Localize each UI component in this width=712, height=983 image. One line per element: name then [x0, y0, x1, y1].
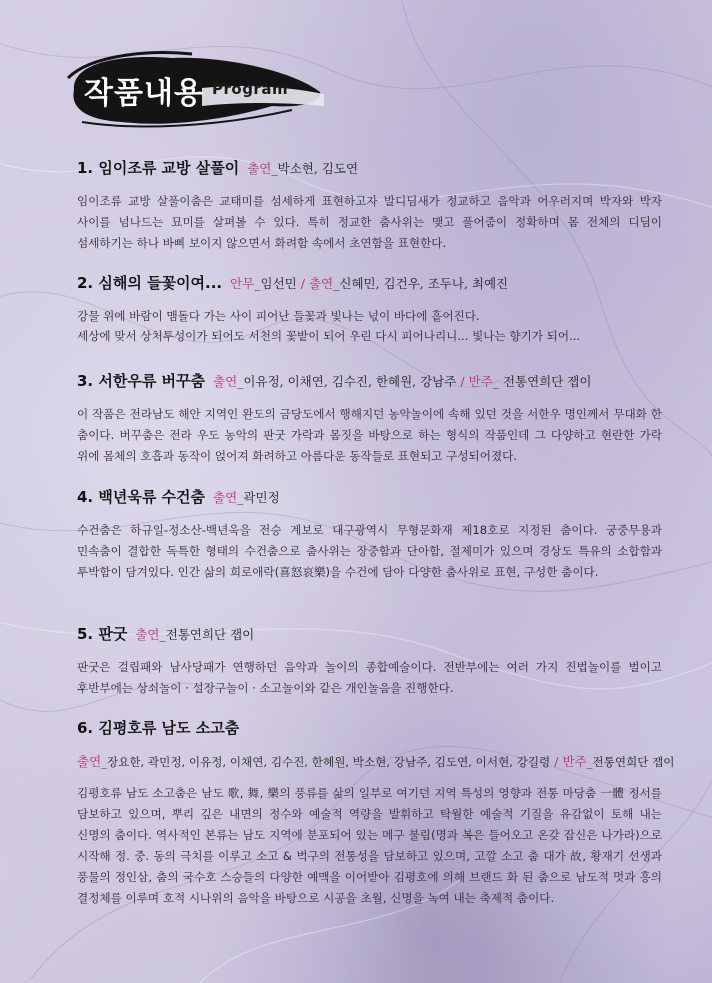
program-item-title: 2. 심해의 들꽃이여... — [77, 274, 223, 292]
program-item-description: 판굿은 걸립패와 남사당패가 연행하던 음악과 놀이의 종합예술이다. 전반부에는 여러 가지 진법놀이를 벌이고 후반부에는 상쇠놀이 · 설장구놀이 · 소고놀이와 같은 개인놀음을 진행한다. — [77, 660, 662, 695]
performer-names: _장요한, 곽민정, 이유정, 이채연, 김수진, 한혜원, 박소현, 강남주, 김도연, 이서현, 강길령 — [101, 755, 551, 769]
program-title — [62, 48, 327, 132]
program-item-1 — [77, 158, 662, 254]
program-item-title: 5. 판굿 — [77, 625, 128, 643]
performer-names: _곽민정 — [237, 490, 280, 505]
credit-separator: / — [460, 374, 465, 389]
performer-role-label: 출연 — [213, 374, 238, 389]
program-item-header — [77, 371, 662, 392]
performer-role-label: 출연 — [77, 754, 102, 769]
accompaniment-names: _ 전통연희단 잽이 — [492, 374, 592, 389]
program-item-header — [77, 273, 662, 294]
program-item-description: 이 작품은 전라남도 해안 지역인 완도의 금당도에서 행해지던 농악놀이에 속해 있던 것을 서한우 명인께서 무대화 한 춤이다. 버꾸춤은 전라 우도 농악의 판굿 가락과 몸짓을 바탕으로 하는 형식의 작품인데 그 다양하고 현란한 가락 위에 몸체의 호흡과 동작이 얹어져 화려하고 아름다운 동작들로 표현되고 구성되어졌다. — [77, 407, 662, 463]
description-line: 세상에 맞서 상처투성이가 되어도 서천의 꽃밭이 되어 우린 다시 피어나리니... 빛나는 향기가 되어... — [77, 329, 581, 343]
program-item-2 — [77, 273, 662, 346]
program-item-header — [77, 624, 662, 645]
accompaniment-names: _전통연희단 잽이 — [586, 755, 675, 769]
performer-names: _전통연희단 잽이 — [159, 627, 255, 642]
program-item-title: 6. 김평호류 남도 소고춤 — [77, 719, 240, 737]
accompaniment-role-label: 반주 — [468, 374, 493, 389]
accompaniment-role-label: 반주 — [562, 754, 587, 769]
choreographer-names: _임선민 — [254, 276, 297, 291]
program-item-5 — [77, 624, 662, 699]
performer-names: _박소현, 김도연 — [271, 161, 359, 176]
program-item-description — [77, 306, 662, 346]
description-line: 강물 위에 바람이 맴돌다 가는 사이 피어난 들꽃과 빛나는 넋이 바다에 흩어진다. — [77, 309, 480, 323]
program-item-3 — [77, 371, 662, 467]
title-english: Program — [212, 80, 289, 98]
performer-role-label: 출연 — [135, 627, 160, 642]
program-item-description: 임이조류 교방 살풀이춤은 교태미를 섬세하게 표현하고자 발디딤새가 정교하고 음악과 어우러지며 박자와 박자 사이를 넘나드는 묘미를 살펴볼 수 있다. 특히 정교한 춤사위는 맺고 풀어줌이 정확하며 몸 전체의 디딤이 섬세하기는 하나 바삐 보이지 않으면서 화려함 속에서 초연함을 표현한다. — [77, 194, 662, 250]
program-item-header — [77, 158, 662, 179]
credit-separator: / — [300, 276, 305, 291]
program-item-title: 3. 서한우류 버꾸춤 — [77, 372, 206, 390]
program-item-title: 1. 임이조류 교방 살풀이 — [77, 159, 240, 177]
choreographer-role-label: 안무 — [230, 276, 255, 291]
program-item-4 — [77, 487, 662, 583]
credit-separator: / — [554, 754, 559, 769]
performer-names: _이유정, 이채연, 김수진, 한혜원, 강남주 — [237, 374, 457, 389]
program-item-description: 수건춤은 하규일-정소산-백년욱을 전승 계보로 대구광역시 무형문화재 제18호로 지정된 춤이다. 궁중무용과 민속춤이 결합한 독특한 형태의 수건춤으로 춤사위는 장중함과 단아함, 절제미가 있으며 경상도 특유의 소합함과 투박함이 담겨있다. 인간 삶의 희로애락(喜怒哀樂)을 수건에 담아 다양한 춤사위로 표현, 구성한 춤이다. — [77, 523, 662, 579]
title-korean: 작품내용 — [84, 76, 204, 111]
program-item-header — [77, 487, 662, 508]
performer-role-label: 출연 — [308, 276, 334, 291]
performer-role-label: 출연 — [213, 490, 238, 505]
program-item-description: 김평호류 남도 소고춤은 남도 歌, 舞, 樂의 풍류를 삶의 일부로 여기던 지역 특성의 영향과 전통 마당춤 一體 정서를 담보하고 있으며, 뿌리 깊은 내면의 정수와 예술적 역량을 발휘하고 탁월한 예술적 기질을 유감없이 토해 내는 신명의 춤이다. 역사적인 본류는 남도 지역에 분포되어 있는 메구 불림(명과 복은 들어오고 온갖 잡신은 나가라)으로 시작해 정. 중. 동의 극치를 이루고 소고 & 벅구의 전통성을 담보하고 있으며, 고깔 소고 춤 대가 故, 황재기 선생과 풍물의 정인삼, 춤의 국수호 스승들의 다양한 예맥을 이어받아 김평호에 의해 브랜드 화 된 춤으로 남도적 멋과 흥의 결정체를 이루며 호적 시나위의 음악을 바탕으로 시공을 초월, 신명을 녹여 내는 축제적 춤이다. — [77, 786, 662, 905]
performer-role-label: 출연 — [247, 161, 272, 176]
program-item-header — [77, 718, 662, 739]
program-item-title: 4. 백년욱류 수건춤 — [77, 488, 206, 506]
performer-names: _신혜민, 김건우, 조두나, 최예진 — [333, 276, 509, 291]
program-item-6 — [77, 718, 675, 909]
program-item-credits — [77, 753, 675, 771]
